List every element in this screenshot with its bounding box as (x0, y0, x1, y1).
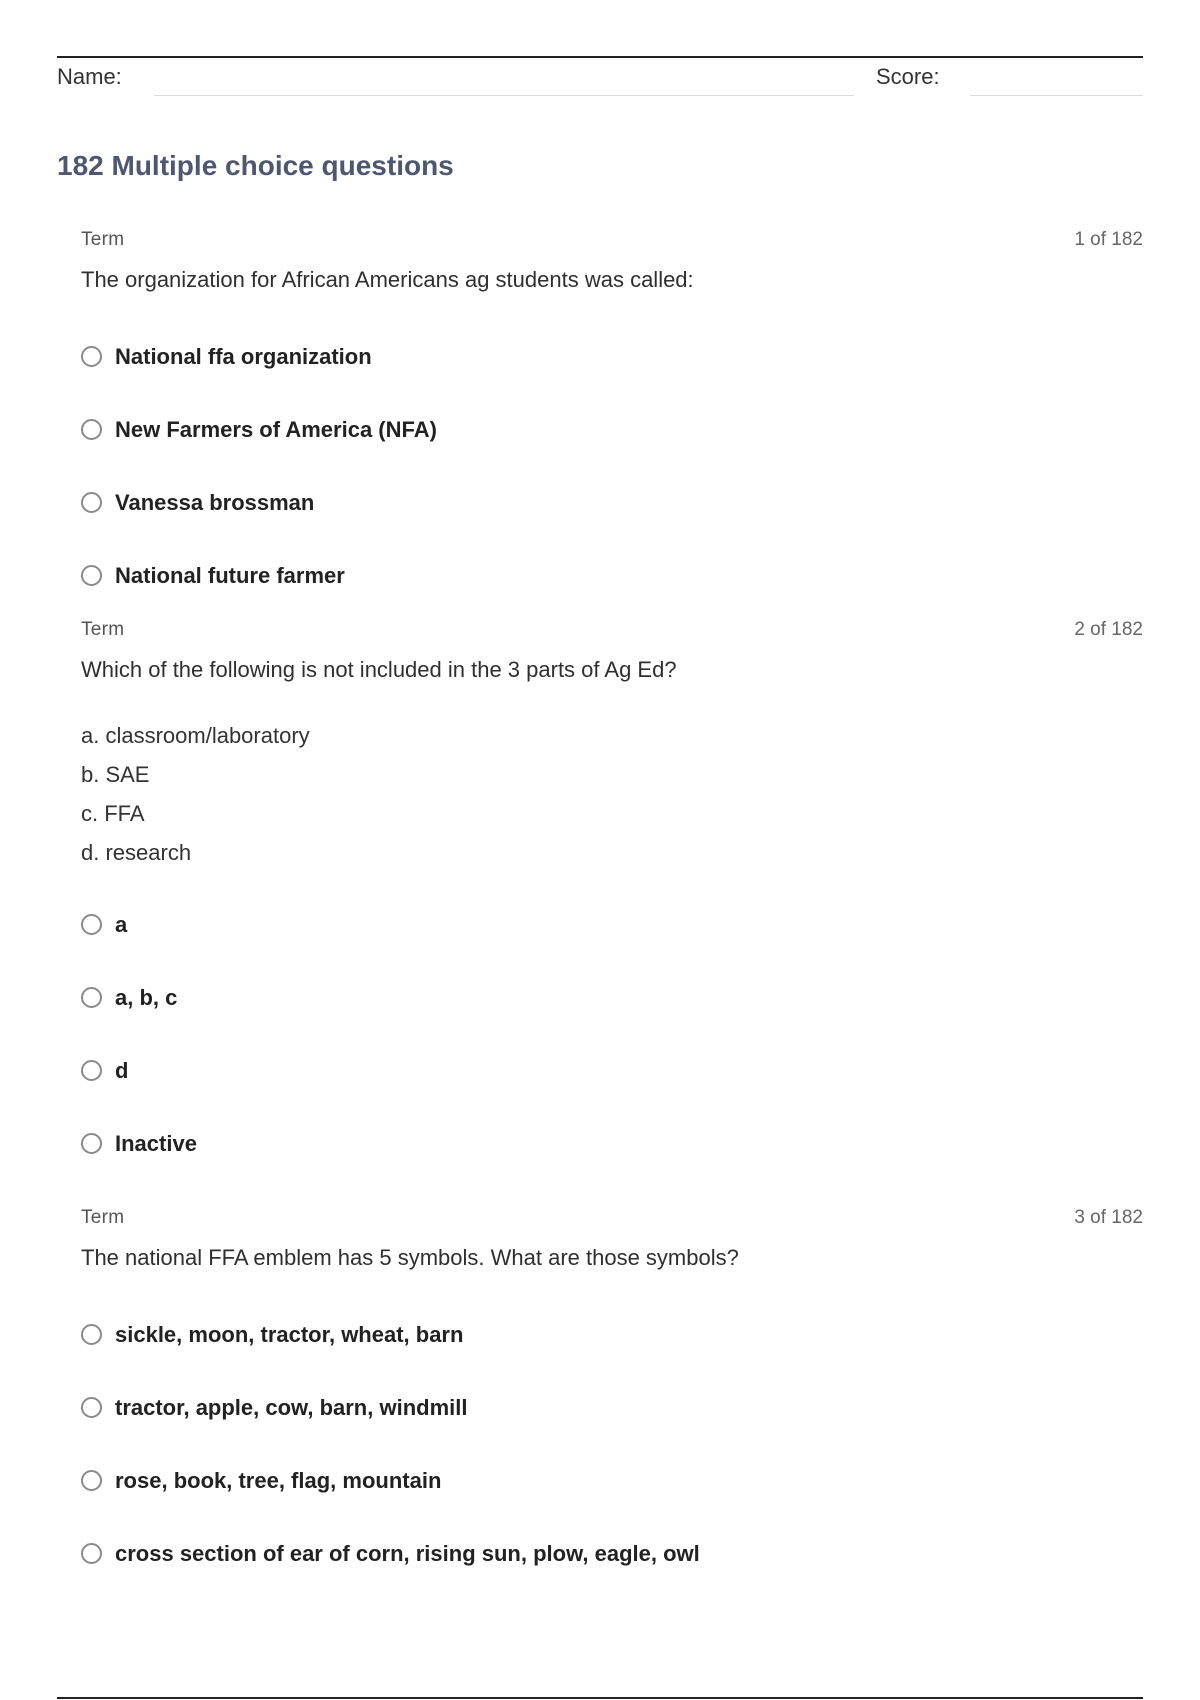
option[interactable] (81, 539, 1143, 612)
option[interactable] (81, 1034, 1143, 1107)
option-label: Vanessa brossman (115, 489, 315, 515)
option-label: cross section of ear of corn, rising sun, plow, eagle, owl (115, 1540, 700, 1566)
question-header (81, 229, 1143, 255)
sublist-item: b. SAE (81, 762, 150, 787)
option-label: a (115, 911, 128, 937)
radio-button[interactable] (81, 565, 102, 586)
radio-button[interactable] (81, 1470, 102, 1491)
question-counter: 2 of 182 (1074, 619, 1143, 640)
question-2 (81, 619, 1143, 1180)
score-label: Score: (876, 64, 940, 89)
name-field[interactable] (154, 95, 854, 96)
option-label: a, b, c (115, 984, 178, 1010)
option-label: rose, book, tree, flag, mountain (115, 1467, 442, 1493)
term-label: Term (81, 229, 125, 250)
option[interactable] (81, 393, 1143, 466)
sublist-item: d. research (81, 840, 192, 865)
radio-button[interactable] (81, 346, 102, 367)
term-label: Term (81, 1207, 125, 1228)
question-prompt: The organization for African Americans ag students was called: (81, 267, 694, 292)
option[interactable] (81, 1517, 1143, 1590)
page-title: 182 Multiple choice questions (57, 150, 454, 181)
question-sublist (81, 722, 1143, 878)
radio-button[interactable] (81, 987, 102, 1008)
sublist-item: a. classroom/laboratory (81, 723, 310, 748)
radio-button[interactable] (81, 1133, 102, 1154)
score-field[interactable] (970, 95, 1143, 96)
name-label: Name: (57, 64, 122, 89)
option[interactable] (81, 1371, 1143, 1444)
question-header (81, 619, 1143, 645)
radio-button[interactable] (81, 419, 102, 440)
option[interactable] (81, 1444, 1143, 1517)
radio-button[interactable] (81, 1543, 102, 1564)
option-label: National future farmer (115, 562, 345, 588)
option[interactable] (81, 466, 1143, 539)
option[interactable] (81, 961, 1143, 1034)
option[interactable] (81, 1298, 1143, 1371)
question-prompt: The national FFA emblem has 5 symbols. What are those symbols? (81, 1245, 739, 1270)
radio-button[interactable] (81, 1060, 102, 1081)
question-1 (81, 229, 1143, 612)
option-label: National ffa organization (115, 343, 372, 369)
question-counter: 1 of 182 (1074, 229, 1143, 250)
radio-button[interactable] (81, 492, 102, 513)
term-label: Term (81, 619, 125, 640)
options-list (81, 320, 1143, 612)
bottom-rule (57, 1697, 1143, 1699)
options-list (81, 888, 1143, 1180)
option-label: sickle, moon, tractor, wheat, barn (115, 1321, 464, 1347)
option-label: Inactive (115, 1130, 197, 1156)
radio-button[interactable] (81, 1397, 102, 1418)
option-label: New Farmers of America (NFA) (115, 416, 437, 442)
option-label: tractor, apple, cow, barn, windmill (115, 1394, 468, 1420)
radio-button[interactable] (81, 914, 102, 935)
header-row (57, 58, 1143, 98)
question-3 (81, 1207, 1143, 1590)
option[interactable] (81, 888, 1143, 961)
question-prompt: Which of the following is not included in the 3 parts of Ag Ed? (81, 657, 677, 682)
question-counter: 3 of 182 (1074, 1207, 1143, 1228)
sublist-item: c. FFA (81, 801, 145, 826)
radio-button[interactable] (81, 1324, 102, 1345)
option[interactable] (81, 1107, 1143, 1180)
question-header (81, 1207, 1143, 1233)
option[interactable] (81, 320, 1143, 393)
option-label: d (115, 1057, 129, 1083)
options-list (81, 1298, 1143, 1590)
